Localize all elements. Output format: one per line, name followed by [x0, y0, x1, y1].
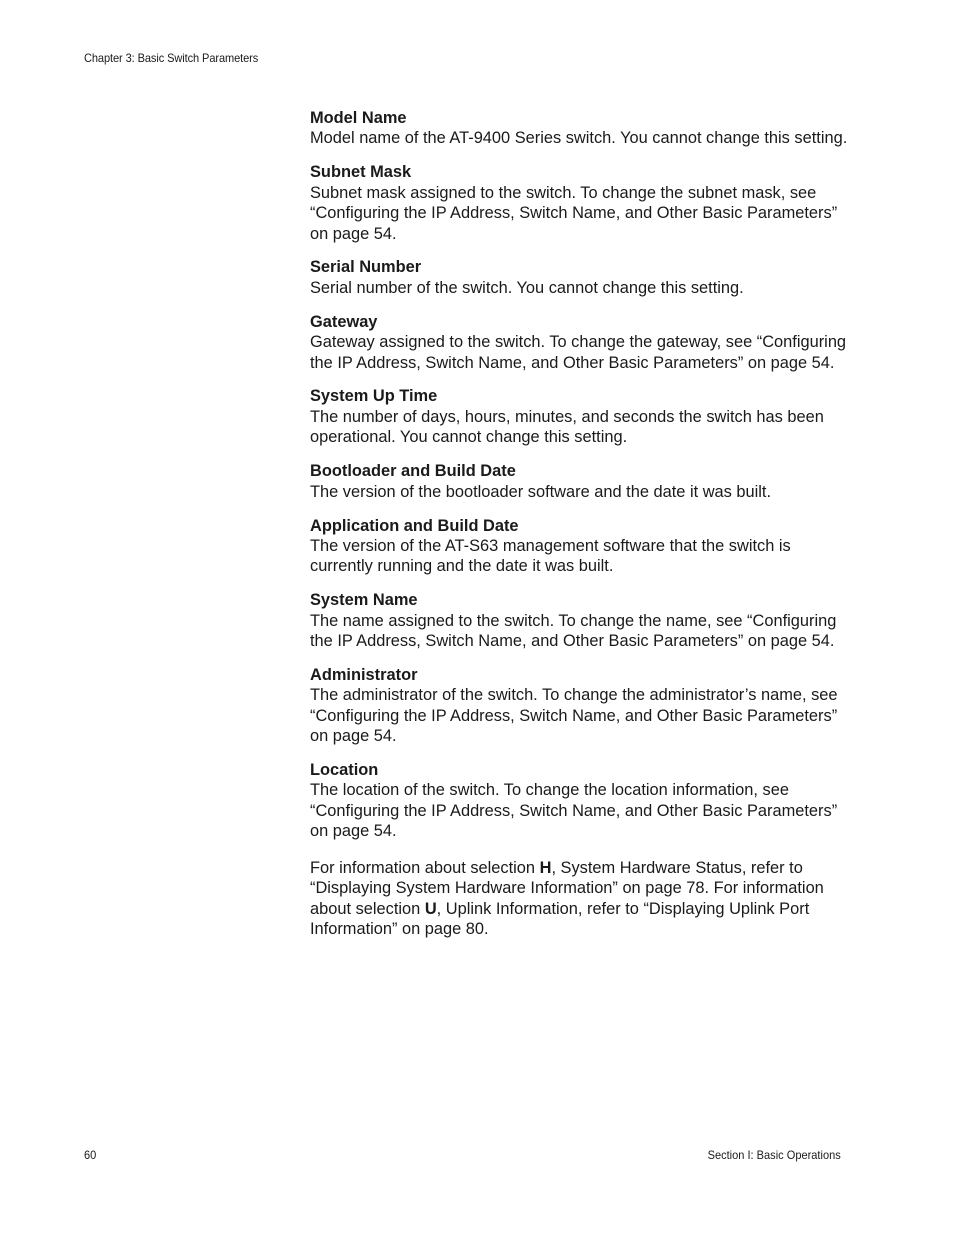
term-heading: Serial Number: [310, 258, 422, 277]
definition-subnet-mask: [310, 162, 850, 244]
definition-model-name: [310, 108, 850, 149]
term-heading: Subnet Mask: [310, 163, 412, 182]
term-heading: Application and Build Date: [310, 516, 519, 535]
term-description: Gateway assigned to the switch. To change the gateway, see “Configuring the IP Address, Switch Name, and Other Basic Parameters” on page 54.: [310, 333, 847, 372]
note-text: , Uplink Information, refer to “Displaying Uplink Port Information” on page 80.: [310, 899, 810, 938]
term-heading: Location: [310, 761, 379, 780]
definition-location: [310, 760, 850, 842]
definition-gateway: [310, 312, 850, 373]
term-description: The name assigned to the switch. To change the name, see “Configuring the IP Address, Switch Name, and Other Basic Parameters” on page 54.: [310, 611, 837, 651]
main-content: [310, 108, 850, 956]
term-description: Model name of the AT-9400 Series switch. You cannot change this setting.: [310, 129, 848, 148]
term-heading: Bootloader and Build Date: [310, 462, 516, 481]
term-description: Subnet mask assigned to the switch. To change the subnet mask, see “Configuring the IP Address, Switch Name, and Other Basic Parameters” on page 54.: [310, 183, 838, 243]
page-number: 60: [84, 1148, 97, 1162]
term-heading: Administrator: [310, 665, 418, 684]
term-description: The number of days, hours, minutes, and seconds the switch has been operational. You cannot change this setting.: [310, 407, 824, 447]
definition-system-name: [310, 590, 850, 651]
definition-serial-number: [310, 257, 850, 298]
note-text: , System Hardware Status, refer to “Displaying System Hardware Information” on page 78. For information about selection: [310, 858, 824, 918]
definition-bootloader: [310, 461, 850, 502]
definition-system-up-time: [310, 386, 850, 447]
selection-key-u: U: [424, 899, 437, 918]
term-heading: Gateway: [310, 312, 378, 331]
term-heading: Model Name: [310, 109, 407, 127]
definition-administrator: [310, 665, 850, 747]
term-heading: System Name: [310, 591, 418, 610]
running-header: Chapter 3: Basic Switch Parameters: [84, 51, 259, 65]
term-description: The administrator of the switch. To change the administrator’s name, see “Configuring the IP Address, Switch Name, and Other Basic Parameters” on page 54.: [310, 686, 838, 746]
term-description: The location of the switch. To change the location information, see “Configuring the IP Address, Switch Name, and Other Basic Parameters” on page 54.: [310, 781, 838, 841]
term-description: The version of the bootloader software and the date it was built.: [310, 482, 772, 501]
section-footer: Section I: Basic Operations: [707, 1148, 841, 1162]
term-heading: System Up Time: [310, 387, 438, 406]
term-description: Serial number of the switch. You cannot change this setting.: [310, 278, 744, 297]
selection-key-h: H: [539, 858, 552, 877]
selection-note: [310, 858, 850, 940]
term-description: The version of the AT-S63 management software that the switch is currently running and the date it was built.: [310, 536, 791, 576]
note-text: For information about selection: [310, 858, 540, 877]
definition-application: [310, 516, 850, 577]
